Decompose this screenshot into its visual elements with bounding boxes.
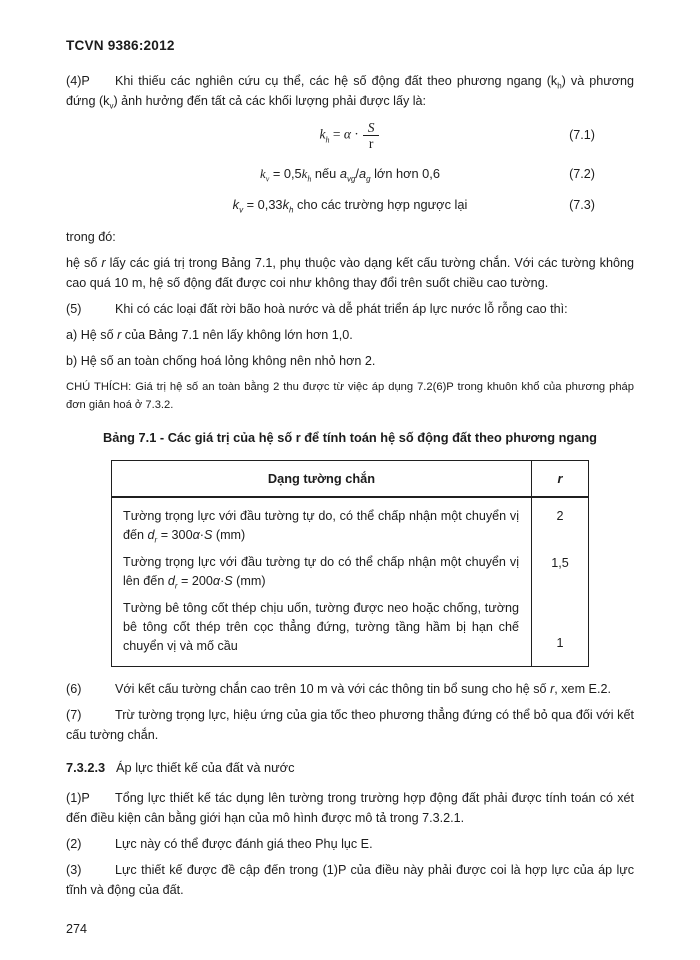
math-symbol-k: k [319,126,326,142]
table-header-row [112,461,589,498]
table-header-r: r [532,461,589,498]
fraction-numerator: S [367,119,375,135]
table-row [112,497,589,549]
clause-text-3: Lực thiết kế được đề cập đến trong (1)P của điều này phải được coi là hợp lực của áp lực tĩnh và động của đất. [66,863,634,897]
table-title: Bảng 7.1 - Các giá trị của hệ số r để tính toán hệ số động đất theo phương ngang [102,430,597,445]
paragraph-r-coefficient: hệ số r lấy các giá trị trong Bảng 7.1, phụ thuộc vào dạng kết cấu tường chắn. Với các tường không cao quá 10 m, hệ số động đất được coi như không thay đổi trên suốt chiều cao tường. [66,256,634,290]
equation-number-7-2: (7.2) [569,167,595,181]
equation-expression-7-2: $k_v = 0,5k_h$ nếu $a_{vg}/a_g$ lớn hơn 0,6 [260,166,440,184]
clause-label-3: (3) [66,863,82,877]
paragraph-1p [66,788,634,828]
table-7-1 [111,460,589,667]
table-row [112,549,589,595]
paragraph-trong-do: trong đó: [66,230,116,244]
clause-text-7: Trừ tường trọng lực, hiệu ứng của gia tốc theo phương thẳng đứng có thể bỏ qua đối với kết cấu tường chắn. [66,708,634,742]
clause-text-1p: Tổng lực thiết kế tác dụng lên tường trong trường hợp động đất phải được tính toán có xét đến điều kiện cân bằng giới hạn của mô hình được mô tả trong 7.3.2.1. [66,791,634,825]
clause-text-2: Lực này có thể được đánh giá theo Phụ lục E. [115,837,373,851]
r-value-cell: 1,5 [532,549,589,595]
fraction [362,120,381,151]
clause-label-4p: (4)P [66,74,90,88]
list-item-a: a) Hệ số r của Bảng 7.1 nên lấy không lớn hơn 1,0. [66,328,353,342]
paragraph-4p [66,71,634,111]
r-value-cell: 2 [532,497,589,549]
wall-type-cell: Tường trọng lực với đầu tường tự do, có thể chấp nhận một chuyển vị đến $d_r = 300\alpha\cdot S$ (mm) [123,509,519,545]
paragraph-5 [66,299,634,319]
page-header: TCVN 9386:2012 [66,38,175,53]
paragraph-7 [66,705,634,745]
table-header-wall-type: Dạng tường chắn [112,461,532,498]
table-row [112,595,589,667]
paragraph-2 [66,834,634,854]
clause-text-5: Khi có các loại đất rời bão hoà nước và dễ phát triển áp lực nước lỗ rỗng cao thì: [115,302,568,316]
equation-number-7-1: (7.1) [569,128,595,142]
wall-type-cell: Tường trọng lực với đầu tường tự do có thể chấp nhận một chuyển vị lên đến $d_r = 200\alpha\cdot S$ (mm) [123,555,519,591]
clause-label-6: (6) [66,682,82,696]
paragraph-6 [66,679,634,699]
equation-7-2 [66,164,634,184]
section-heading [66,758,634,778]
clause-label-7: (7) [66,708,82,722]
equation-7-1 [66,115,634,155]
math-symbol-alpha: α [343,126,351,142]
note-chu-thich: CHÚ THÍCH: Giá trị hệ số an toàn bằng 2 thu được từ việc áp dụng 7.2(6)P trong khuôn khổ của phương pháp đơn giản hoá ở 7.3.2. [66,381,634,411]
clause-text-6: Với kết cấu tường chắn cao trên 10 m và với các thông tin bổ sung cho hệ số r, xem E.2. [115,682,611,696]
page-number: 274 [66,922,88,936]
section-number: 7.3.2.3 [66,760,106,775]
wall-type-cell: Tường bê tông cốt thép chịu uốn, tường được neo hoặc chống, tường bê tông cốt thép trên cọc thẳng đứng, tường tầng hầm bị hạn chế chuyển vị và mố cầu [123,601,519,653]
clause-text-4p: Khi thiếu các nghiên cứu cụ thể, các hệ số động đất theo phương ngang $(k_h)$ và phương đứng $(k_v)$ ảnh hưởng đến tất cả các khối lượng phải được lấy là: [66,74,634,111]
clause-label-5: (5) [66,302,82,316]
math-subscript-h: h [325,134,330,144]
r-value-cell: 1 [532,595,589,667]
multiplication-dot: · [354,126,359,142]
equation-expression-7-3: $k_v = 0,33k_h$ cho các trường hợp ngược lại [232,197,468,215]
clause-label-1p: (1)P [66,791,90,805]
paragraph-3 [66,860,634,900]
equals-sign: = [332,126,341,142]
fraction-denominator: r [363,135,380,151]
equation-7-3 [66,195,634,215]
list-item-b: b) Hệ số an toàn chống hoá lỏng không nên nhỏ hơn 2. [66,354,376,368]
equation-number-7-3: (7.3) [569,198,595,212]
equation-expression-7-1 [319,120,380,151]
clause-label-2: (2) [66,837,82,851]
section-title: Áp lực thiết kế của đất và nước [116,760,295,775]
